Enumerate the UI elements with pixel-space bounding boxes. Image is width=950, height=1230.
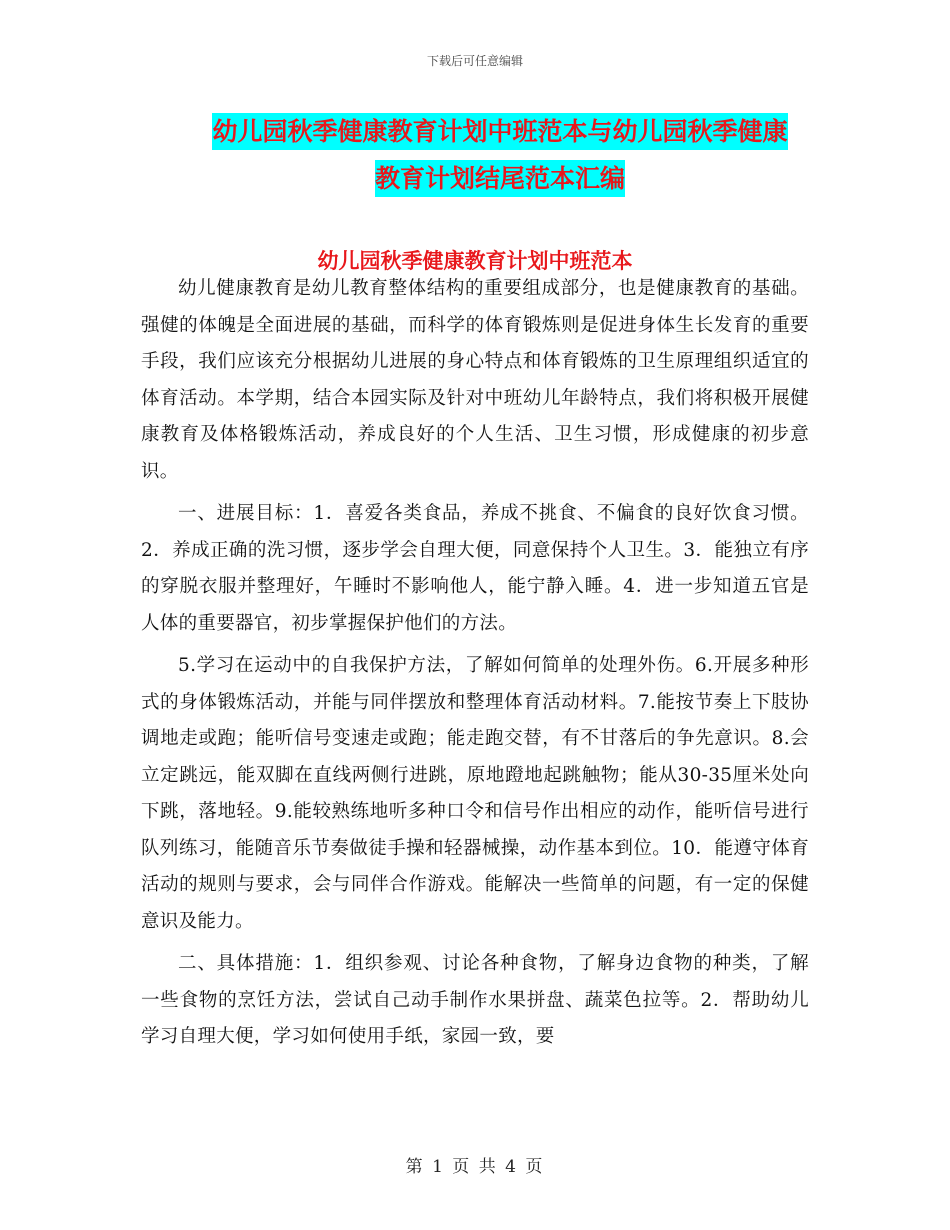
section-title: 幼儿园秋季健康教育计划中班范本 [317,249,633,273]
page-header: 下载后可任意编辑 [426,54,523,68]
document-body [141,271,809,1062]
paragraph-goals: 一、进展目标：1．喜爱各类食品，养成不挑食、不偏食的良好饮食习惯。2．养成正确的洗习惯，逐步学会自理大便，同意保持个人卫生。3．能独立有序的穿脱衣服并整理好，午睡时不影响他人，能宁静入睡。4．进一步知道五官是人体的重要器官，初步掌握保护他们的方法。 [141,503,809,634]
paragraph-measures: 二、具体措施：1．组织参观、讨论各种食物，了解身边食物的种类，了解一些食物的烹饪方法，尝试自己动手制作水果拼盘、蔬菜色拉等。2．帮助幼儿学习自理大便，学习如何使用手纸，家园一致，要 [141,953,809,1047]
paragraph-intro: 幼儿健康教育是幼儿教育整体结构的重要组成部分，也是健康教育的基础。强健的体魄是全面进展的基础，而科学的体育锻炼则是促进身体生长发育的重要手段，我们应该充分根据幼儿进展的身心特点和体育锻炼的卫生原理组织适宜的体育活动。本学期，结合本园实际及针对中班幼儿年龄特点，我们将积极开展健康教育及体格锻炼活动，养成良好的个人生活、卫生习惯，形成健康的初步意识。 [141,278,809,482]
document-title-line-2: 教育计划结尾范本汇编 [375,160,625,197]
document-title [120,108,880,202]
document-title-line-1: 幼儿园秋季健康教育计划中班范本与幼儿园秋季健康 [212,113,787,150]
paragraph-goals-continued: 5.学习在运动中的自我保护方法，了解如何简单的处理外伤。6.开展多种形式的身体锻炼活动，并能与同伴摆放和整理体育活动材料。7.能按节奏上下肢协调地走或跑；能听信号变速走或跑；能走跑交替，有不甘落后的争先意识。8.会立定跳远，能双脚在直线两侧行进跳，原地蹬地起跳触物；能从30-35厘米处向下跳，落地轻。9.能较熟练地听多种口令和信号作出相应的动作，能听信号进行队列练习，能随音乐节奏做徒手操和轻器械操，动作基本到位。10．能遵守体育活动的规则与要求，会与同伴合作游戏。能解决一些简单的问题，有一定的保健意识及能力。 [141,655,809,932]
page-footer: 第 1 页 共 4 页 [405,1157,545,1177]
